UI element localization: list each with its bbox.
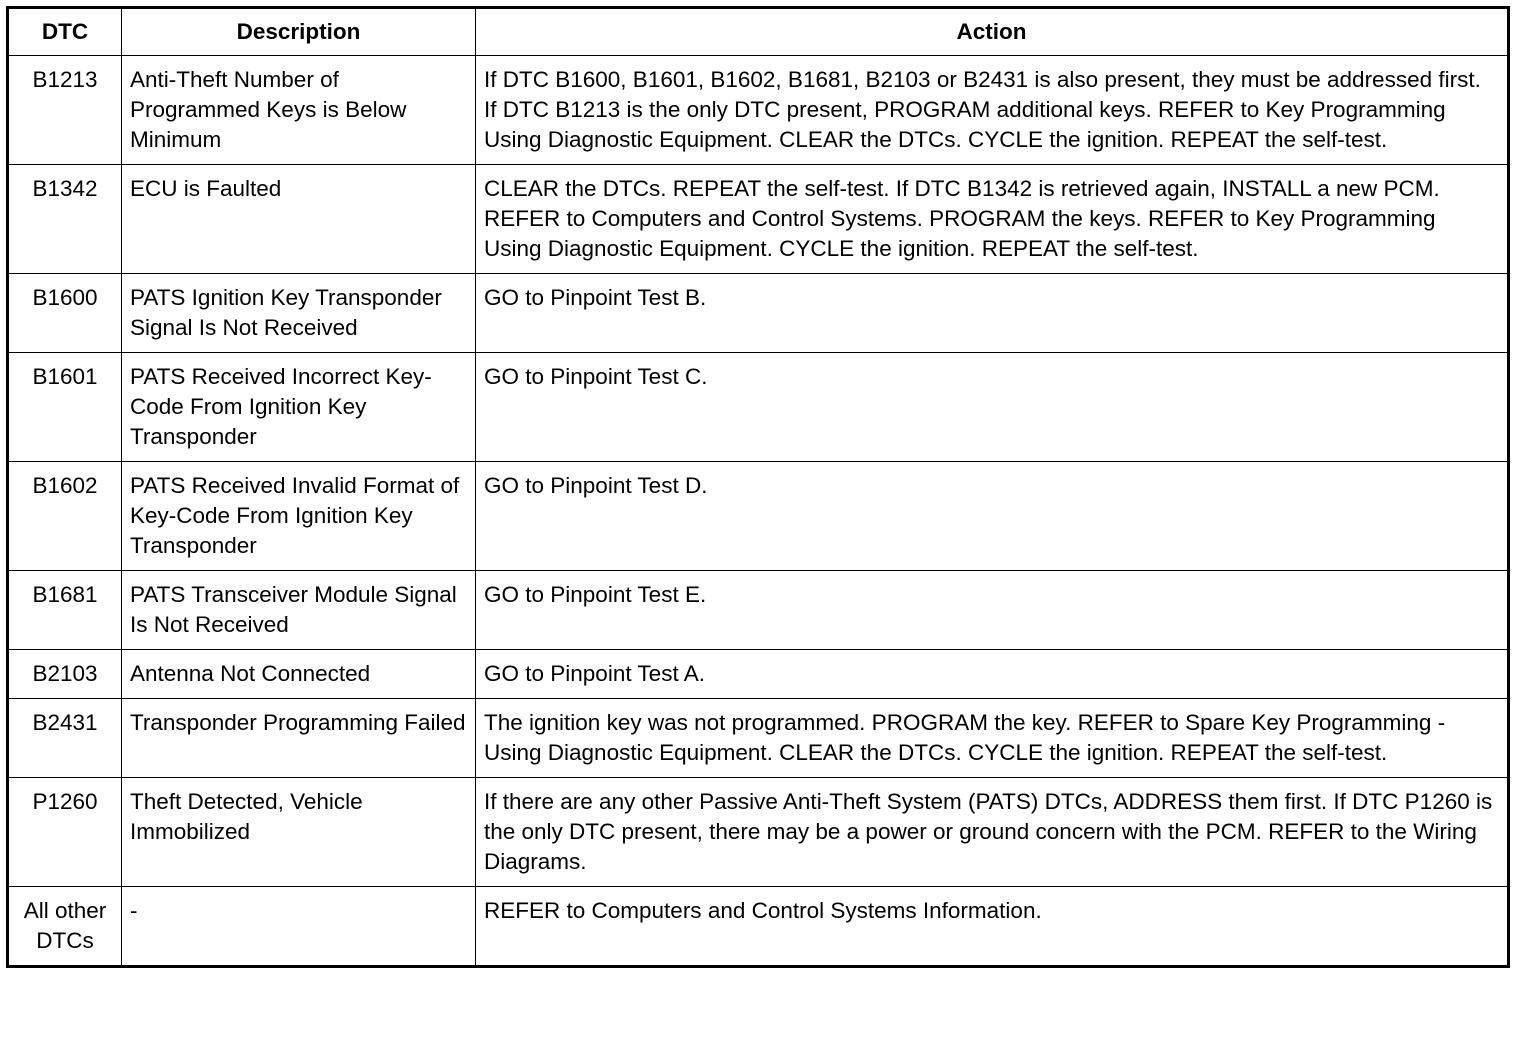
dtc-description: Transponder Programming Failed — [122, 699, 476, 778]
dtc-code: B1600 — [8, 274, 122, 353]
table-row — [8, 462, 1509, 571]
table-row — [8, 778, 1509, 887]
dtc-action: CLEAR the DTCs. REPEAT the self-test. If DTC B1342 is retrieved again, INSTALL a new PCM. REFER to Computers and Control Systems. PROGRAM the keys. REFER to Key Programming Using Diagnostic Equipment. CYCLE the ignition. REPEAT the self-test. — [476, 165, 1509, 274]
dtc-action: If DTC B1600, B1601, B1602, B1681, B2103 or B2431 is also present, they must be addressed first. If DTC B1213 is the only DTC present, PROGRAM additional keys. REFER to Key Programming Using Diagnostic Equipment. CLEAR the DTCs. CYCLE the ignition. REPEAT the self-test. — [476, 56, 1509, 165]
table-row — [8, 650, 1509, 699]
table-row — [8, 887, 1509, 967]
dtc-action: GO to Pinpoint Test D. — [476, 462, 1509, 571]
dtc-code: B1601 — [8, 353, 122, 462]
header-dtc: DTC — [8, 8, 122, 56]
dtc-action: REFER to Computers and Control Systems Information. — [476, 887, 1509, 967]
dtc-description: PATS Ignition Key Transponder Signal Is Not Received — [122, 274, 476, 353]
dtc-code: B2431 — [8, 699, 122, 778]
dtc-code: P1260 — [8, 778, 122, 887]
table-row — [8, 274, 1509, 353]
dtc-description: Antenna Not Connected — [122, 650, 476, 699]
dtc-table — [6, 6, 1510, 968]
dtc-code: B1681 — [8, 571, 122, 650]
dtc-action: The ignition key was not programmed. PROGRAM the key. REFER to Spare Key Programming - Using Diagnostic Equipment. CLEAR the DTCs. CYCLE the ignition. REPEAT the self-test. — [476, 699, 1509, 778]
dtc-code: B1342 — [8, 165, 122, 274]
header-description: Description — [122, 8, 476, 56]
dtc-action: GO to Pinpoint Test C. — [476, 353, 1509, 462]
table-row — [8, 56, 1509, 165]
table-row — [8, 353, 1509, 462]
dtc-action: GO to Pinpoint Test E. — [476, 571, 1509, 650]
dtc-action: GO to Pinpoint Test B. — [476, 274, 1509, 353]
dtc-description: ECU is Faulted — [122, 165, 476, 274]
dtc-action: GO to Pinpoint Test A. — [476, 650, 1509, 699]
dtc-code: B1602 — [8, 462, 122, 571]
dtc-code: B2103 — [8, 650, 122, 699]
header-action: Action — [476, 8, 1509, 56]
table-header-row — [8, 8, 1509, 56]
table-row — [8, 699, 1509, 778]
dtc-code: B1213 — [8, 56, 122, 165]
dtc-code: All other DTCs — [8, 887, 122, 967]
dtc-description: Anti-Theft Number of Programmed Keys is Below Minimum — [122, 56, 476, 165]
dtc-description: Theft Detected, Vehicle Immobilized — [122, 778, 476, 887]
dtc-description: PATS Received Incorrect Key-Code From Ignition Key Transponder — [122, 353, 476, 462]
dtc-action: If there are any other Passive Anti-Theft System (PATS) DTCs, ADDRESS them first. If DTC P1260 is the only DTC present, there may be a power or ground concern with the PCM. REFER to the Wiring Diagrams. — [476, 778, 1509, 887]
table-row — [8, 165, 1509, 274]
dtc-description: PATS Transceiver Module Signal Is Not Received — [122, 571, 476, 650]
dtc-description: - — [122, 887, 476, 967]
table-row — [8, 571, 1509, 650]
dtc-description: PATS Received Invalid Format of Key-Code From Ignition Key Transponder — [122, 462, 476, 571]
